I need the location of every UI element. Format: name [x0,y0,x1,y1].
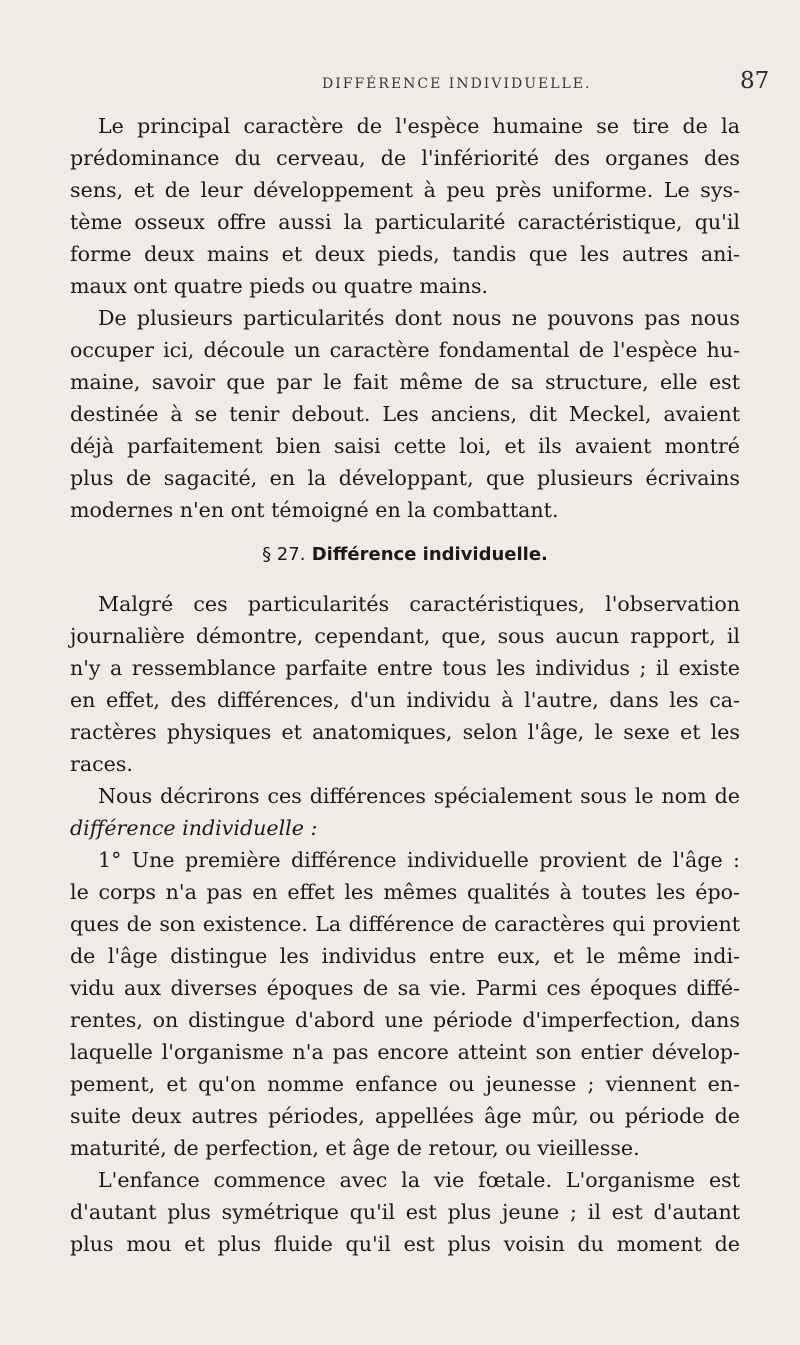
text-line: ques de son existence. La différence de caractères qui provient [70,912,740,936]
paragraph [70,302,740,526]
text-line-italic [70,812,740,844]
running-head [0,60,800,100]
text-line: prédominance du cerveau, de l'infériorité des organes des [70,146,740,170]
text-line: vidu aux diverses époques de sa vie. Parmi ces époques diffé- [70,976,740,1000]
italic-term: différence individuelle : [70,816,318,840]
text-line: De plusieurs particularités dont nous ne pouvons pas nous [98,306,740,330]
text-line: maine, savoir que par le fait même de sa structure, elle est [70,370,740,394]
text-line: rentes, on distingue d'abord une période d'imperfection, dans [70,1008,740,1032]
text-line: ractères physiques et anatomiques, selon l'âge, le sexe et les [70,720,740,744]
text-line: en effet, des différences, d'un individu à l'autre, dans les ca- [70,688,740,712]
section-title: Différence individuelle. [311,544,548,565]
text-line: destinée à se tenir debout. Les anciens, dit Meckel, avaient [70,402,740,426]
text-line: Nous décrirons ces différences spécialement sous le nom de [98,784,740,808]
paragraph [70,110,740,302]
section-heading [70,540,740,570]
text-line: n'y a ressemblance parfaite entre tous les individus ; il existe [70,656,740,680]
running-title: DIFFÉRENCE INDIVIDUELLE. [322,76,592,92]
text-line: laquelle l'organisme n'a pas encore atteint son entier dévelop- [70,1040,740,1064]
text-line: journalière démontre, cependant, que, sous aucun rapport, il [70,624,740,648]
paragraph [70,1164,740,1260]
text-line: suite deux autres périodes, appellées âge mûr, ou période de [70,1104,740,1128]
paragraph [70,780,740,844]
text-line: plus de sagacité, en la développant, que plusieurs écrivains [70,466,740,490]
text-line: maturité, de perfection, et âge de retour, ou vieillesse. [70,1136,640,1160]
page-number: 87 [740,68,770,94]
text-line: sens, et de leur développement à peu près uniforme. Le sys- [70,178,740,202]
text-line: L'enfance commence avec la vie fœtale. L'organisme est [98,1168,740,1192]
text-line: Le principal caractère de l'espèce humaine se tire de la [98,114,740,138]
text-line: maux ont quatre pieds ou quatre mains. [70,274,489,298]
text-line: races. [70,752,133,776]
paragraph [70,588,740,780]
text-line: le corps n'a pas en effet les mêmes qualités à toutes les épo- [70,880,740,904]
text-line: modernes n'en ont témoigné en la combattant. [70,498,559,522]
text-line: occuper ici, découle un caractère fondamental de l'espèce hu- [70,338,740,362]
paragraph [70,844,740,1164]
text-line: forme deux mains et deux pieds, tandis que les autres ani- [70,242,740,266]
text-line: 1° Une première différence individuelle provient de l'âge : [98,848,740,872]
body-text [70,110,740,1260]
text-line: pement, et qu'on nomme enfance ou jeunesse ; viennent en- [70,1072,740,1096]
text-line: de l'âge distingue les individus entre eux, et le même indi- [70,944,740,968]
text-line: d'autant plus symétrique qu'il est plus jeune ; il est d'autant [70,1200,740,1224]
text-line: plus mou et plus fluide qu'il est plus voisin du moment de [70,1232,740,1256]
text-line: déjà parfaitement bien saisi cette loi, et ils avaient montré [70,434,740,458]
text-line: Malgré ces particularités caractéristiques, l'observation [98,592,740,616]
section-number: § 27. [262,544,306,565]
text-line: tème osseux offre aussi la particularité caractéristique, qu'il [70,210,740,234]
